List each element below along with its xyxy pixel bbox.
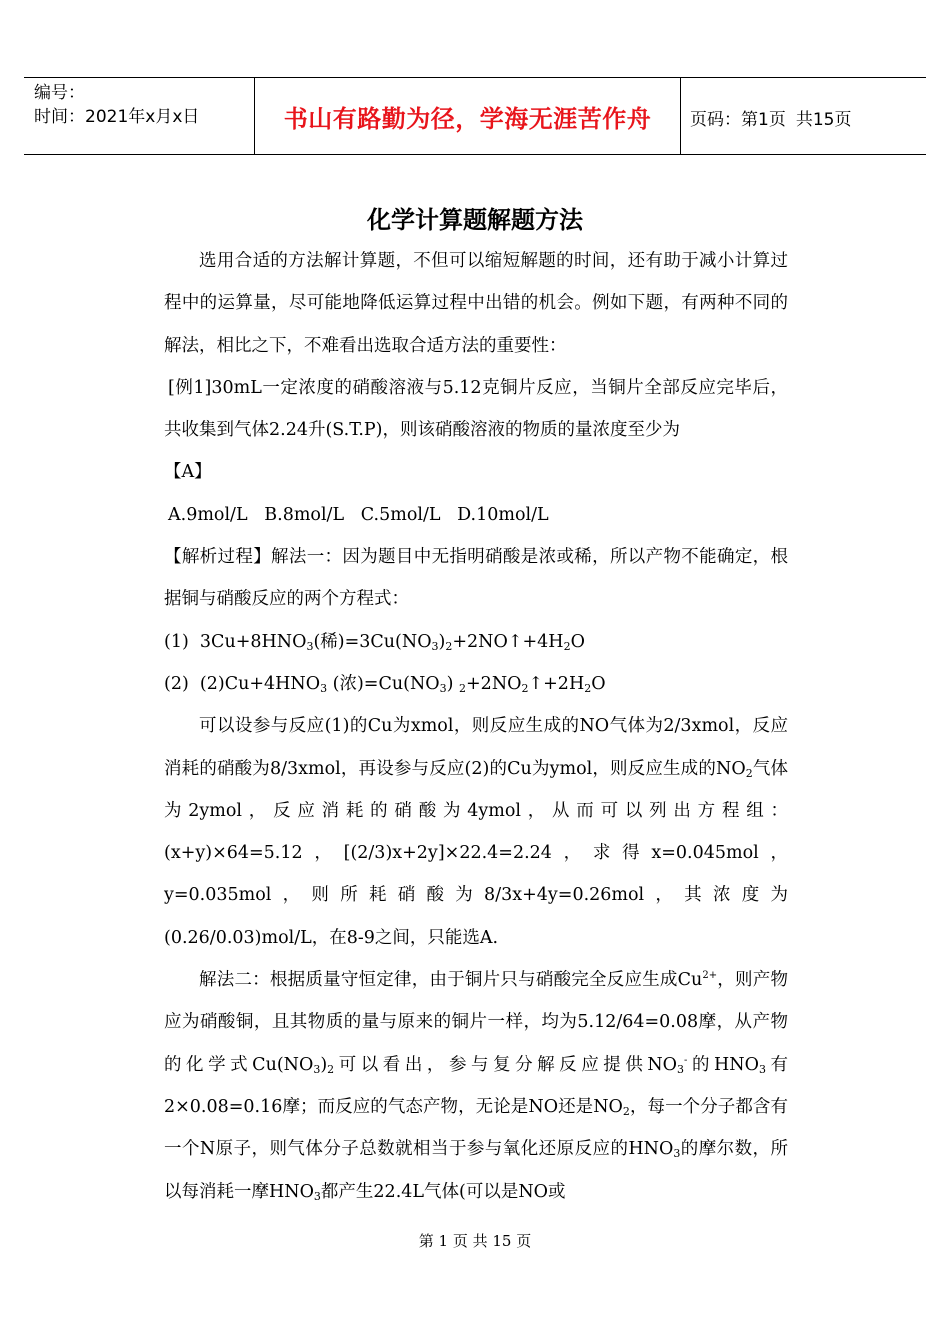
solution-2-paragraph: 解法二：根据质量守恒定律，由于铜片只与硝酸完全反应生成$Cu^{2+}$，则产物应为硝酸铜，且其物质的量与原来的铜片一样，均为5.12/64=0.08摩，从产物的化学式$Cu(NO_3)_2$可以看出，参与复分解反应提供$NO_3^-$的$HNO_3$有2×0.08=0.16摩；而反应的气态产物，无论是NO还是$NO_2$，每一个分子都含有一个N原子，则气体分子总数就相当于参与氧化还原反应的$HNO_3$的摩尔数，所以每消耗一摩$HNO_3$都产生22.4L气体(可以是NO或 xyxy=(164,970,789,1203)
header-divider-right xyxy=(680,77,681,155)
header-time-label: 时间：2021年x月x日 xyxy=(34,107,200,127)
intro-paragraph: 选用合适的方法解计算题，不但可以缩短解题的时间，还有助于减小计算过程中的运算量，尽可能地降低运算过程中出错的机会。例如下题，有两种不同的解法，相比之下，不难看出选取合适方法的重要性： xyxy=(164,251,788,356)
header-number-label: 编号： xyxy=(34,83,85,103)
equation-2: (2) $(2)Cu+4HNO_3$ (浓)$=Cu(NO_3)$ $_2+2NO_2↑+2H_2O$ xyxy=(164,673,606,695)
equation-2-number: (2) xyxy=(164,673,189,694)
page-footer: 第 1 页 共 15 页 xyxy=(418,1232,532,1250)
solution-1-text: 可以设参与反应(1)的Cu为xmol，则反应生成的NO气体为2/3xmol，反应消耗的硝酸为8/3xmol，再设参与反应(2)的Cu为ymol，则反应生成的 xyxy=(164,716,788,779)
header-total-label: 共15页 xyxy=(795,110,852,130)
solution-1-text-continued: 气体为2ymol，反应消耗的硝酸为4ymol，从而可以列出方程组：(x+y)×64=5.12，[(2/3)x+2y]×22.4=2.24，求得x=0.045mol，y=0.035mol，则所耗硝酸为8/3x+4y=0.26mol，其浓度为(0.26/0.03)mol/L，在8-9之间，只能选A. xyxy=(164,758,789,948)
equation-1: (1) $3Cu+8HNO_3$(稀)$=3Cu(NO_3)_2+2NO↑+4H_2O$ xyxy=(164,631,585,653)
solution-1-paragraph: 可以设参与反应(1)的Cu为xmol，则反应生成的NO气体为2/3xmol，反应消耗的硝酸为8/3xmol，再设参与反应(2)的Cu为ymol，则反应生成的$NO_2$气体为2ymol，反应消耗的硝酸为4ymol，从而可以列出方程组：(x+y)×64=5.12，[(2/3)x+2y]×22.4=2.24，求得x=0.045mol，y=0.035mol，则所耗硝酸为8/3x+4y=0.26mol，其浓度为(0.26/0.03)mol/L，在8-9之间，只能选A. xyxy=(164,716,789,948)
document-body xyxy=(164,240,788,1213)
page-header xyxy=(24,77,926,155)
header-motto: 书山有路勤为径，学海无涯苦作舟 xyxy=(283,105,652,133)
header-page-info xyxy=(690,105,851,130)
header-page-label: 页码：第1页 xyxy=(690,110,786,130)
example-question: [例1]30mL一定浓度的硝酸溶液与5.12克铜片反应，当铜片全部反应完毕后，共收集到气体2.24升(S.T.P)，则该硝酸溶液的物质的量浓度至少为 xyxy=(164,377,788,441)
example-answer: 【A】 xyxy=(164,462,212,483)
analysis-paragraph: 【解析过程】解法一：因为题目中无指明硝酸是浓或稀，所以产物不能确定，根据铜与硝酸反应的两个方程式： xyxy=(164,547,788,610)
header-info xyxy=(34,81,199,129)
example-options: A.9mol/L B.8mol/L C.5mol/L D.10mol/L xyxy=(168,504,549,525)
header-bottom-rule xyxy=(24,154,926,155)
document-title: 化学计算题解题方法 xyxy=(367,206,583,234)
equation-1-number: (1) xyxy=(164,631,189,652)
header-top-rule xyxy=(24,77,926,78)
